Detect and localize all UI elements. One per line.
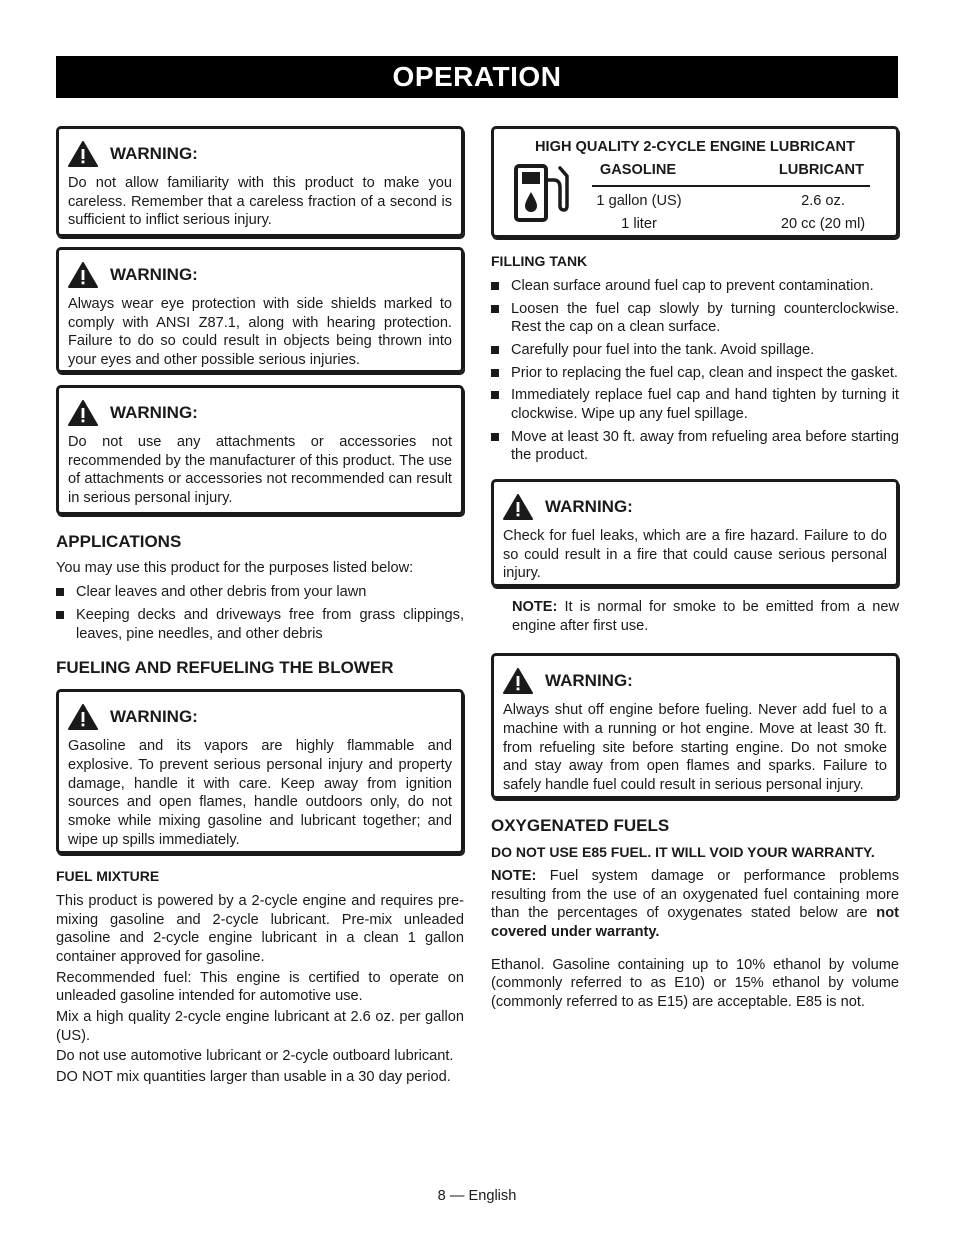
note xyxy=(491,598,899,635)
warning-label: WARNING: xyxy=(545,671,633,691)
warning-label: WARNING: xyxy=(110,144,198,164)
list-item: Clean surface around fuel cap to prevent contamination. xyxy=(491,277,899,296)
right-column xyxy=(491,126,899,1012)
warning-triangle-icon xyxy=(503,494,533,520)
table-header-row xyxy=(592,161,870,187)
paragraph: You may use this product for the purposes listed below: xyxy=(56,559,414,576)
warning-box xyxy=(491,653,899,799)
paragraph: Recommended fuel: This engine is certified to operate on unleaded gasoline intended for automotive use. xyxy=(56,969,464,1005)
paragraph: Ethanol. Gasoline containing up to 10% ethanol by volume (commonly referred to as E10) or 15% ethanol by volume (commonly referred to as E15) are acceptable. E85 is not. xyxy=(491,956,899,1010)
bullet-list xyxy=(491,277,899,465)
warning-label: WARNING: xyxy=(110,707,198,727)
note-text: Fuel system damage or performance problems resulting from the use of an oxygenated fuel containing more than the percentages of oxygenates stated below are xyxy=(491,867,899,922)
list-item: Prior to replacing the fuel cap, clean and inspect the gasket. xyxy=(491,364,899,383)
list-item: Immediately replace fuel cap and hand tighten by turning it clockwise. Wipe up any fuel spillage. xyxy=(491,386,899,423)
warning-text: Gasoline and its vapors are highly flammable and explosive. To prevent serious personal injury and property damage, handle it with care. Keep away from ignition sources and open flames, handle outdoors only, do not smoke while mixing gasoline and lubricant together; and wipe up spills immediately. xyxy=(68,738,452,848)
column-header: GASOLINE xyxy=(599,162,677,178)
lubricant-table-box xyxy=(491,126,899,238)
warning-label: WARNING: xyxy=(545,497,633,517)
bullet-list xyxy=(56,583,464,643)
page-number: 8 — English xyxy=(437,1188,517,1204)
warranty-warning-line: DO NOT USE E85 FUEL. IT WILL VOID YOUR WARRANTY. xyxy=(491,844,875,861)
table-cell: 2.6 oz. xyxy=(801,192,845,209)
table-cell: 20 cc (20 ml) xyxy=(780,216,866,233)
table-row xyxy=(592,192,870,211)
section-heading: OXYGENATED FUELS xyxy=(491,816,670,836)
paragraph: DO NOT mix quantities larger than usable in a 30 day period. xyxy=(56,1069,451,1086)
warning-text: Always wear eye protection with side shields marked to comply with ANSI Z87.1, along with hearing protection. Failure to do so could result in objects being thrown into your eyes and other possible serious injuries. xyxy=(68,296,452,369)
warning-label: WARNING: xyxy=(110,403,198,423)
applications-section xyxy=(56,531,464,643)
fuel-pump-icon xyxy=(514,162,570,222)
list-item: Loosen the fuel cap slowly by turning counterclockwise. Rest the cap on a clean surface. xyxy=(491,300,899,337)
fuel-mixture-section xyxy=(56,868,464,1087)
lubricant-table-title: HIGH QUALITY 2-CYCLE ENGINE LUBRICANT xyxy=(535,139,855,155)
page-title: OPERATION xyxy=(56,56,898,98)
table-cell: 1 gallon (US) xyxy=(596,192,682,209)
column-header: LUBRICANT xyxy=(778,162,864,178)
warning-triangle-icon xyxy=(503,668,533,694)
section-heading: APPLICATIONS xyxy=(56,532,182,551)
note-label: NOTE: xyxy=(491,867,537,884)
warning-triangle-icon xyxy=(68,704,98,730)
filling-tank-section xyxy=(491,253,899,465)
warning-text: Always shut off engine before fueling. Never add fuel to a machine with a running or hot engine. Move at least 30 ft. from refueling site before starting engine. Do not smoke and stay away from open flames and sparks. Failure to safely handle fuel could result in serious personal injury. xyxy=(503,702,887,793)
note-bold-text: not covered under warranty. xyxy=(491,905,899,940)
list-item: Clear leaves and other debris from your lawn xyxy=(56,583,464,602)
warning-text: Do not allow familiarity with this product to make you careless. Remember that a careless fraction of a second is sufficient to inflict serious injury. xyxy=(68,175,452,229)
oxygenated-fuels-section xyxy=(491,815,899,1011)
paragraph: Mix a high quality 2-cycle engine lubricant at 2.6 oz. per gallon (US). xyxy=(56,1009,464,1044)
paragraph: This product is powered by a 2-cycle engine and requires pre-mixing gasoline and 2-cycle lubricant. Pre-mix unleaded gasoline and 2-cycle engine lubricant in a clean 1 gallon container approved for gasoline. xyxy=(56,893,464,966)
left-column xyxy=(56,126,464,1087)
warning-triangle-icon xyxy=(68,141,98,167)
list-item: Carefully pour fuel into the tank. Avoid spillage. xyxy=(491,341,899,360)
note-text: It is normal for smoke to be emitted from a new engine after first use. xyxy=(512,598,899,634)
warning-label: WARNING: xyxy=(110,265,198,285)
paragraph: Do not use automotive lubricant or 2-cycle outboard lubricant. xyxy=(56,1048,454,1065)
warning-text: Check for fuel leaks, which are a fire hazard. Failure to do so could result in a fire that could cause serious personal injury. xyxy=(503,527,887,582)
list-item: Move at least 30 ft. away from refueling area before starting the product. xyxy=(491,428,899,465)
list-item: Keeping decks and driveways free from grass clippings, leaves, pine needles, and other debris xyxy=(56,606,464,643)
warning-text: Do not use any attachments or accessories not recommended by the manufacturer of this product. The use of attachments or accessories not recommended can result in serious personal injury. xyxy=(68,434,452,507)
warning-box xyxy=(56,689,464,854)
warning-triangle-icon xyxy=(68,262,98,288)
note-label: NOTE: xyxy=(512,598,558,615)
subsection-heading: FUEL MIXTURE xyxy=(56,868,160,885)
warning-box xyxy=(56,385,464,515)
section-heading: FUELING AND REFUELING THE BLOWER xyxy=(56,658,394,678)
subsection-heading: FILLING TANK xyxy=(491,253,588,269)
table-cell: 1 liter xyxy=(621,216,657,233)
warning-box xyxy=(56,247,464,373)
note xyxy=(491,867,899,942)
lubricant-table xyxy=(592,161,870,234)
table-row xyxy=(592,215,870,234)
warning-box xyxy=(56,126,464,237)
warning-box xyxy=(491,479,899,587)
warning-triangle-icon xyxy=(68,400,98,426)
